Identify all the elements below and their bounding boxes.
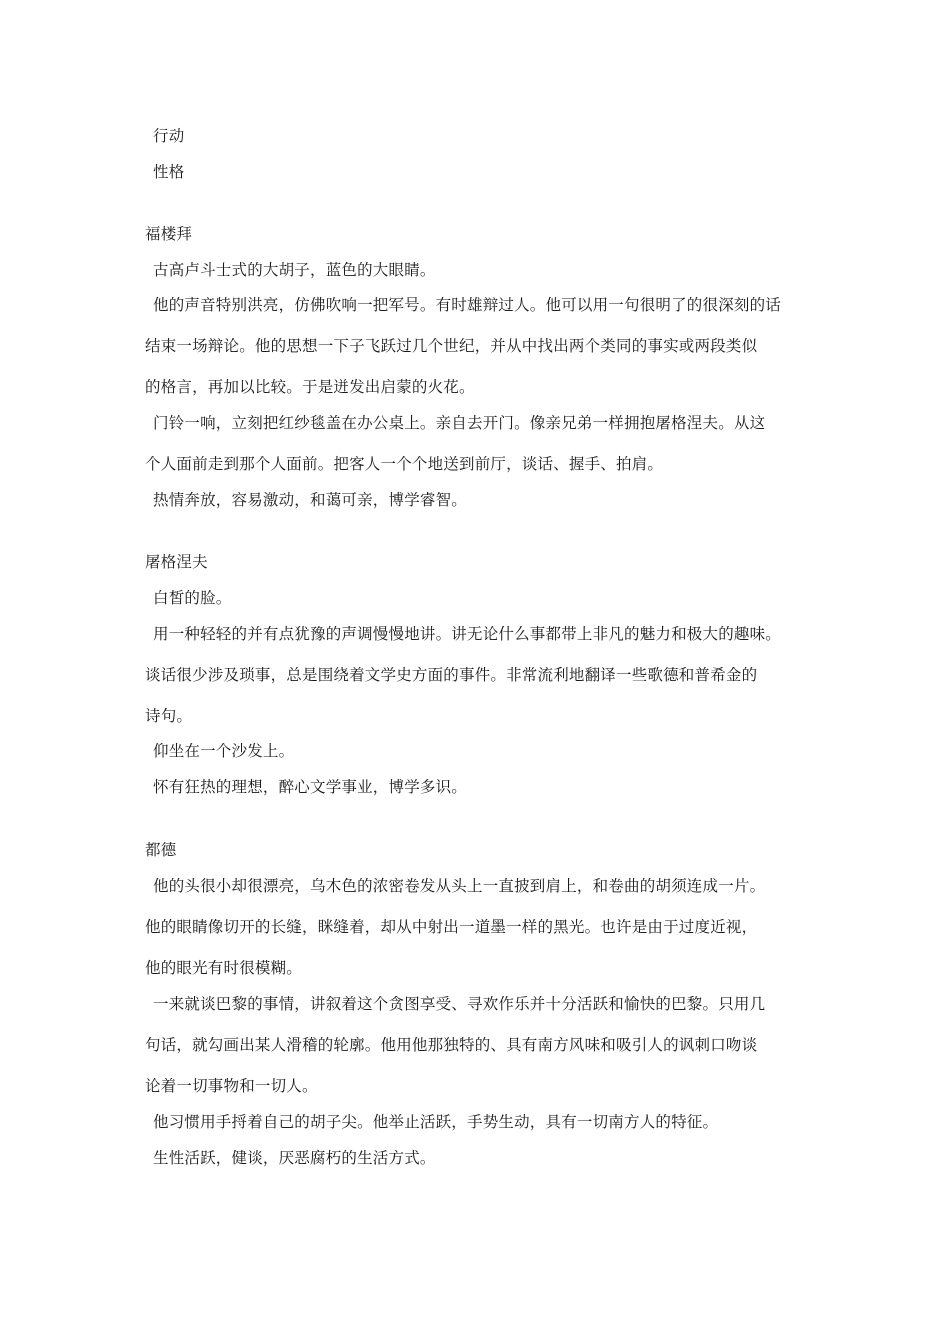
section-title-turgenev: 屠格涅夫 (145, 553, 208, 571)
paragraph-line: 用一种轻轻的并有点犹豫的声调慢慢地讲。讲无论什么事都带上非凡的魅力和极大的趣味。 (153, 625, 782, 643)
paragraph-line: 的格言，再加以比较。于是迸发出启蒙的火花。 (145, 378, 475, 396)
paragraph-line: 生性活跃，健谈，厌恶腐朽的生活方式。 (153, 1149, 436, 1167)
section-title-daudet: 都德 (145, 841, 177, 859)
paragraph-line: 他的头很小却很漂亮，乌木色的浓密卷发从头上一直披到肩上，和卷曲的胡须连成一片。 (153, 877, 766, 895)
paragraph-line: 句话，就勾画出某人滑稽的轮廓。他用他那独特的、具有南方风味和吸引人的讽刺口吻谈 (145, 1036, 758, 1054)
intro-line-character: 性格 (153, 163, 185, 181)
section-title-flaubert: 福楼拜 (145, 225, 193, 243)
paragraph-line: 诗句。 (145, 707, 193, 725)
paragraph-line: 结束一场辩论。他的思想一下子飞跃过几个世纪，并从中找出两个类同的事实或两段类似 (145, 337, 758, 355)
paragraph-line: 他习惯用手捋着自己的胡子尖。他举止活跃，手势生动，具有一切南方人的特征。 (153, 1113, 719, 1131)
paragraph-line: 白皙的脸。 (153, 589, 232, 607)
paragraph-line: 门铃一响，立刻把红纱毯盖在办公桌上。亲自去开门。像亲兄弟一样拥抱屠格涅夫。从这 (153, 414, 766, 432)
paragraph-line: 谈话很少涉及琐事，总是围绕着文学史方面的事件。非常流利地翻译一些歌德和普希金的 (145, 666, 758, 684)
paragraph-line: 怀有狂热的理想，醉心文学事业，博学多识。 (153, 778, 468, 796)
paragraph-line: 一来就谈巴黎的事情，讲叙着这个贪图享受、寻欢作乐并十分活跃和愉快的巴黎。只用几 (153, 995, 766, 1013)
paragraph-line: 论着一切事物和一切人。 (145, 1077, 318, 1095)
paragraph-line: 他的眼睛像切开的长缝，眯缝着，却从中射出一道墨一样的黑光。也许是由于过度近视， (145, 918, 758, 936)
paragraph-line: 古高卢斗士式的大胡子，蓝色的大眼睛。 (153, 261, 436, 279)
paragraph-line: 他的眼光有时很模糊。 (145, 959, 303, 977)
paragraph-line: 热情奔放，容易激动，和蔼可亲，博学睿智。 (153, 491, 468, 509)
intro-line-action: 行动 (153, 127, 185, 145)
paragraph-line: 他的声音特别洪亮，仿佛吹响一把军号。有时雄辩过人。他可以用一句很明了的很深刻的话 (153, 296, 782, 314)
paragraph-line: 仰坐在一个沙发上。 (153, 742, 295, 760)
paragraph-line: 个人面前走到那个人面前。把客人一个个地送到前厅，谈话、握手、拍肩。 (145, 455, 664, 473)
